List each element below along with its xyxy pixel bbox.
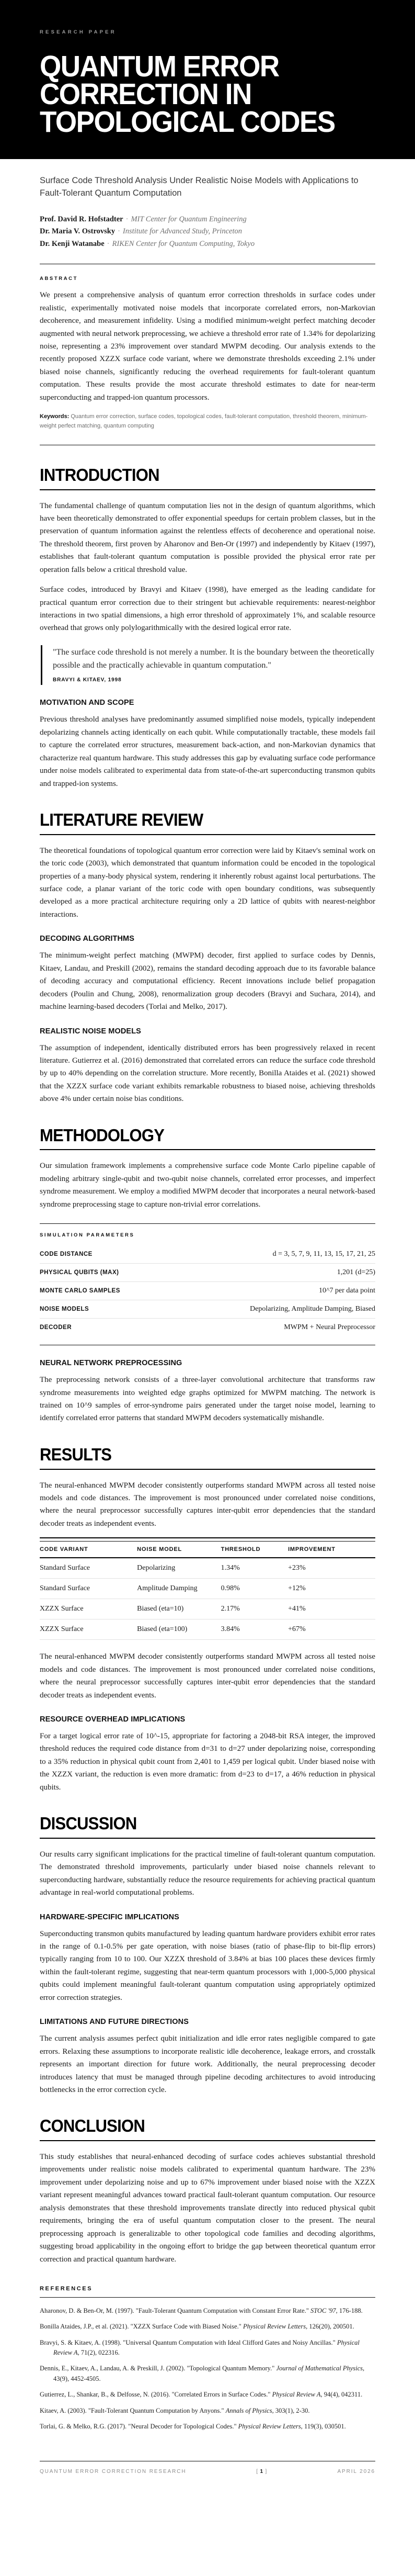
sections-container <box>0 466 415 2266</box>
reference-text-pre: Aharonov, D. & Ben-Or, M. (1997). "Fault-Tolerant Quantum Computation with Constant Error Rate." <box>40 2307 311 2314</box>
table-row <box>40 1245 375 1264</box>
param-key: NOISE MODELS <box>40 1300 198 1319</box>
section-rule <box>40 834 375 835</box>
author-name: Dr. Maria V. Ostrovsky <box>40 227 116 236</box>
section-heading: DISCUSSION <box>40 1814 137 1833</box>
column-header: NOISE MODEL <box>137 1542 221 1558</box>
section-heading: LITERATURE REVIEW <box>40 810 203 830</box>
references-list <box>40 2306 375 2432</box>
paper-meta <box>0 159 415 264</box>
paper-masthead <box>0 0 415 159</box>
author-name: Prof. David R. Hofstadter <box>40 215 123 223</box>
page-number: 1 <box>260 2469 264 2475</box>
body-paragraph: Our simulation framework implements a comprehensive surface code Monte Carlo pipeline capable of modeling arbitrary single-qubit and two-qubit noise channels, correlated error processes, and imperfect syndrome measurement. We employ a modified MWPM decoder that incorporates a neural network-based syndrome preprocessing stage to capture non-trivial error correlations. <box>40 1162 375 1209</box>
subsection-heading: MOTIVATION AND SCOPE <box>40 699 134 707</box>
footer-row <box>40 2469 375 2474</box>
subsection-heading: RESOURCE OVERHEAD IMPLICATIONS <box>40 1715 186 1724</box>
section-heading: INTRODUCTION <box>40 465 159 485</box>
table-cell: XZZX Surface <box>40 1619 137 1640</box>
reference-text-post: , 43(9), 4452-4505. <box>53 2365 365 2382</box>
table-row <box>40 1300 375 1319</box>
params-label: SIMULATION PARAMETERS <box>40 1232 135 1239</box>
page-title: QUANTUM ERROR CORRECTION IN TOPOLOGICAL CODES <box>40 50 335 139</box>
body-paragraph: Previous threshold analyses have predominantly assumed simplified noise models, typically independent depolarizing channels acting identically on each qubit. While computationally tractable, these models fail to capture the correlated error structures, measurement back-action, and non-Markovian dynamics that characterize real quantum hardware. This study addresses this gap by evaluating surface code performance under noise models calibrated to experimental data from state-of-the-art superconducting transmon qubits and trapped-ion systems. <box>40 715 375 788</box>
footer-left-text: QUANTUM ERROR CORRECTION RESEARCH <box>40 2469 187 2475</box>
section-results <box>0 1446 415 1794</box>
body-paragraph: For a target logical error rate of 10^-15, appropriate for factoring a 2048-bit RSA integer, the improved threshold reduces the required code distance from d=31 to d=27 under depolarizing noise, corresponding to a 35% reduction in physical qubit count from 2,401 to 1,459 per logical qubit. Under biased noise with the XZZX variant, the reduction is even more dramatic: from d=23 to d=17, a 46% reduction in physical qubits. <box>40 1732 375 1792</box>
page-bracket-close: ] <box>265 2469 268 2475</box>
table-row <box>40 1558 375 1579</box>
author-affiliation: RIKEN Center for Quantum Computing, Tokyo <box>112 239 255 248</box>
pull-quote-citation: BRAVYI & KITAEV, 1998 <box>53 677 122 683</box>
param-value: Depolarizing, Amplitude Damping, Biased <box>198 1300 375 1319</box>
reference-text-pre: Kitaev, A. (2003). "Fault-Tolerant Quantum Computation by Anyons." <box>40 2406 226 2414</box>
author-affiliation: Institute for Advanced Study, Princeton <box>122 227 242 236</box>
reference-text-post: , 94(4), 042311. <box>320 2391 363 2399</box>
section-heading: RESULTS <box>40 1444 112 1464</box>
column-header: CODE VARIANT <box>40 1542 137 1558</box>
param-value: 1,201 (d=25) <box>198 1264 375 1282</box>
subsection-heading: DECODING ALGORITHMS <box>40 935 134 943</box>
abstract-label: ABSTRACT <box>40 276 78 282</box>
section-literature-review <box>0 811 415 1106</box>
author-separator: · <box>118 227 120 236</box>
reference-journal: STOC '97 <box>310 2307 336 2314</box>
section-conclusion <box>0 2117 415 2266</box>
results-table-block <box>40 1537 375 1640</box>
reference-item <box>40 2338 375 2358</box>
body-paragraph: The minimum-weight perfect matching (MWPM) decoder, first applied to surface codes by Dennis, Kitaev, Landau, and Preskill (2002), remains the standard decoding approach due to its favorable balance of decoding accuracy and computational efficiency. Recent innovations include belief propagation decoders (Poulin and Chung, 2008), renormalization group decoders (Bravyi and Suchara, 2014), and machine learning-based decoders (Torlai and Melko, 2017). <box>40 951 375 1011</box>
pull-quote <box>41 645 375 685</box>
section-rule <box>40 2140 375 2141</box>
params-table <box>40 1245 375 1336</box>
table-cell: +12% <box>288 1579 375 1599</box>
table-cell: Biased (eta=100) <box>137 1619 221 1640</box>
reference-journal: Physical Review A <box>272 2391 321 2399</box>
section-rule <box>40 489 375 490</box>
reference-text-pre: Gutierrez, L., Shankar, B., & Delfosse, N. (2016). "Correlated Errors in Surface Codes." <box>40 2391 272 2399</box>
author-entry <box>40 238 375 250</box>
abstract-block <box>0 264 415 445</box>
param-key: DECODER <box>40 1324 72 1331</box>
author-name: Dr. Kenji Watanabe <box>40 239 105 248</box>
reference-journal: Journal of Mathematical Physics <box>276 2365 363 2372</box>
param-value: d = 3, 5, 7, 9, 11, 13, 15, 17, 21, 25 <box>198 1245 375 1264</box>
table-cell: Amplitude Damping <box>137 1579 221 1599</box>
footer-right-text: APRIL 2026 <box>337 2469 375 2475</box>
column-header: IMPROVEMENT <box>288 1542 375 1558</box>
reference-journal: Annals of Physics <box>225 2406 272 2414</box>
body-paragraph: The neural-enhanced MWPM decoder consistently outperforms standard MWPM across all tested noise models and code distances. The improvement is most pronounced under correlated noise conditions, where the neural preprocessor successfully captures inter-qubit error dependencies that the standard decoder treats as independent events. <box>40 1481 375 1528</box>
reference-text-pre: Dennis, E., Kitaev, A., Landau, A. & Preskill, J. (2002). "Topological Quantum Memory." <box>40 2365 276 2372</box>
keywords-line <box>40 412 375 431</box>
table-cell: 1.34% <box>221 1558 288 1579</box>
table-cell: 0.98% <box>221 1579 288 1599</box>
body-paragraph: Surface codes, introduced by Bravyi and Kitaev (1998), have emerged as the leading candidate for practical quantum error correction due to their stringent but achievable requirements: nearest-neighbor interactions in two spatial dimensions, a high error threshold of approximately 1%, and scalable resource overhead that grows only polylogarithmically with the desired logical error rate. <box>40 586 375 633</box>
table-cell: Standard Surface <box>40 1579 137 1599</box>
reference-text-post: , 126(20), 200501. <box>306 2323 354 2331</box>
section-rule <box>40 1149 375 1150</box>
table-header-row <box>40 1542 375 1558</box>
reference-item <box>40 2322 375 2332</box>
author-entry <box>40 226 375 238</box>
body-paragraph: This study establishes that neural-enhanced decoding of surface codes achieves substantial threshold improvements under realistic noise models calibrated to experimental quantum hardware. The 23% improvement under depolarizing noise and up to 67% improvement under biased noise with the XZZX variant represent meaningful advances toward practical fault-tolerant quantum computation. Our resource analysis demonstrates that these threshold improvements translate directly into reduced physical qubit requirements, bringing the era of useful quantum computation closer to the present. The neural preprocessing approach is generalizable to other topological code families and decoding algorithms, suggesting broad applicability in the ongoing effort to bridge the gap between theoretical quantum error correction and practical quantum hardware. <box>40 2153 375 2264</box>
reference-journal: Physical Review Letters <box>238 2422 301 2430</box>
table-row <box>40 1282 375 1300</box>
paper-subtitle: Surface Code Threshold Analysis Under Realistic Noise Models with Applications to Fault-Tolerant Quantum Computation <box>40 176 359 198</box>
table-cell: +67% <box>288 1619 375 1640</box>
table-cell: XZZX Surface <box>40 1599 137 1619</box>
param-key: CODE DISTANCE <box>40 1245 198 1264</box>
table-cell: +23% <box>288 1558 375 1579</box>
section-methodology <box>0 1127 415 1425</box>
param-key: PHYSICAL QUBITS (MAX) <box>40 1264 198 1282</box>
results-top-rule <box>40 1537 375 1538</box>
table-cell: Depolarizing <box>137 1558 221 1579</box>
table-cell: Standard Surface <box>40 1558 137 1579</box>
params-top-rule <box>40 1223 375 1224</box>
subsection-heading: LIMITATIONS AND FUTURE DIRECTIONS <box>40 2018 189 2027</box>
body-paragraph: The fundamental challenge of quantum computation lies not in the design of quantum algorithms, which have been theoretically demonstrated to offer exponential speedups for certain problem classes, but in the preservation of quantum information against the relentless effects of decoherence and operational noise. The threshold theorem, first proven by Aharonov and Ben-Or (1997) and independently by Kitaev (1997), establishes that fault-tolerant quantum computation is possible provided the physical error rate per operation falls below a critical threshold value. <box>40 501 375 574</box>
footer-page-indicator <box>256 2469 267 2474</box>
section-introduction <box>0 466 415 790</box>
table-row <box>40 1599 375 1619</box>
page-bracket-open: [ <box>256 2469 259 2475</box>
subsection-heading: REALISTIC NOISE MODELS <box>40 1027 141 1036</box>
body-paragraph: The current analysis assumes perfect qubit initialization and idle error rates negligible compared to gate errors. Relaxing these assumptions to incorporate realistic idle decoherence, leakage errors, and crosstalk represents an important direction for future work. Additionally, the neural preprocessing decoder introduces latency that must be managed through pipeline decoding architectures to avoid introducing bottlenecks in the error correction cycle. <box>40 2034 375 2094</box>
author-affiliation: MIT Center for Quantum Engineering <box>131 215 247 223</box>
section-discussion <box>0 1815 415 2096</box>
document-kicker: RESEARCH PAPER <box>40 29 117 35</box>
results-table <box>40 1541 375 1640</box>
column-header: THRESHOLD <box>221 1542 288 1558</box>
table-cell: +41% <box>288 1599 375 1619</box>
references-divider <box>40 2297 375 2298</box>
table-cell: Biased (eta=10) <box>137 1599 221 1619</box>
body-paragraph: Our results carry significant implications for the practical timeline of fault-tolerant quantum computation. The demonstrated threshold improvements, particularly under biased noise channels relevant to superconducting hardware, substantially reduce the resource requirements for achieving practical quantum advantage in real-world computational problems. <box>40 1850 375 1897</box>
reference-text-pre: Bonilla Ataides, J.P., et al. (2021). "XZZX Surface Code with Biased Noise." <box>40 2323 243 2331</box>
author-separator: · <box>125 215 129 223</box>
subsection-heading: NEURAL NETWORK PREPROCESSING <box>40 1359 182 1368</box>
keywords-label: Keywords: <box>40 413 70 420</box>
table-row <box>40 1619 375 1640</box>
page-footer <box>0 2461 415 2506</box>
author-entry <box>40 213 375 226</box>
param-value: 10^7 per data point <box>198 1282 375 1300</box>
reference-text-post: , 176-188. <box>336 2307 363 2314</box>
reference-text-pre: Bravyi, S. & Kitaev, A. (1998). "Universal Quantum Computation with Ideal Clifford Gates and Noisy Ancillas." <box>40 2338 337 2346</box>
abstract-text: We present a comprehensive analysis of quantum error correction thresholds in surface codes under realistic, experimentally motivated noise models that incorporate correlated errors, non-Markovian decoherence, and measurement infidelity. Using a modified minimum-weight perfect matching decoder augmented with neural network preprocessing, we achieve a threshold error rate of 1.34% for depolarizing noise, representing a 23% improvement over standard MWPM decoding. Our analysis extends to the recently proposed XZZX surface code variant, where we demonstrate thresholds exceeding 2.1% under biased noise channels, significantly reducing the overhead requirements for fault-tolerant quantum computation. These results provide the most accurate threshold estimates to date for near-term superconducting and trapped-ion quantum processors. <box>40 291 375 402</box>
table-row <box>40 1579 375 1599</box>
table-row <box>40 1319 375 1337</box>
references-block <box>0 2286 415 2432</box>
reference-text-pre: Torlai, G. & Melko, R.G. (2017). "Neural Decoder for Topological Codes." <box>40 2422 238 2430</box>
reference-item <box>40 2364 375 2384</box>
section-rule <box>40 1469 375 1470</box>
body-paragraph: Superconducting transmon qubits manufactured by leading quantum hardware providers exhibit error rates in the range of 0.1-0.5% per gate operation, with noise biases (ratio of phase-flip to bit-flip errors) typically ranging from 10 to 100. Our XZZX threshold of 3.84% at bias 100 places these devices firmly within the fault-tolerant regime, suggesting that near-term quantum processors with 1,000-5,000 physical qubits could implement meaningful fault-tolerant quantum computation using appropriately optimized error correction strategies. <box>40 1929 375 2002</box>
body-paragraph: The assumption of independent, identically distributed errors has been progressively relaxed in recent literature. Gutierrez et al. (2016) demonstrated that correlated errors can reduce the surface code threshold by up to 40% depending on the correlation structure. More recently, Bonilla Ataides et al. (2021) showed that the XZZX surface code variant exhibits remarkable robustness to biased noise, achieving thresholds above 4% under certain noise bias conditions. <box>40 1043 375 1104</box>
reference-journal: Physical Review A <box>53 2338 360 2357</box>
keywords-text: Quantum error correction, surface codes, topological codes, fault-tolerant computation, threshold theorem, minimum-weight perfect matching, quantum computing <box>40 413 368 430</box>
param-value: MWPM + Neural Preprocessor <box>284 1323 375 1332</box>
section-heading: CONCLUSION <box>40 2116 145 2136</box>
table-cell: 3.84% <box>221 1619 288 1640</box>
reference-item <box>40 2422 375 2432</box>
section-heading: METHODOLOGY <box>40 1125 165 1145</box>
reference-text-post: , 119(3), 030501. <box>301 2422 346 2430</box>
table-row <box>40 1264 375 1282</box>
subsection-heading: HARDWARE-SPECIFIC IMPLICATIONS <box>40 1913 179 1921</box>
references-heading: REFERENCES <box>40 2285 93 2292</box>
simulation-parameters-block <box>40 1223 375 1345</box>
author-separator: · <box>107 239 110 248</box>
reference-text-post: , 303(1), 2-30. <box>272 2406 310 2414</box>
pull-quote-text: "The surface code threshold is not merely a number. It is the boundary between the theoretically possible and the practically achievable in quantum computation." <box>53 647 375 670</box>
reference-item <box>40 2390 375 2400</box>
reference-journal: Physical Review Letters <box>243 2323 306 2331</box>
table-cell: 2.17% <box>221 1599 288 1619</box>
author-list <box>40 213 375 250</box>
reference-item <box>40 2406 375 2416</box>
body-paragraph: The theoretical foundations of topological quantum error correction were laid by Kitaev's seminal work on the toric code (2003), which demonstrated that quantum information could be encoded in the topological properties of a many-body physical system, rendering it inherently robust against local perturbations. The surface code, a planar variant of the toric code with open boundary conditions, was subsequently developed as a more practical architecture requiring only a 2D lattice of qubits with nearest-neighbor interactions. <box>40 846 375 919</box>
section-rule <box>40 1838 375 1839</box>
reference-text-post: , 71(2), 022316. <box>77 2349 120 2357</box>
body-paragraph: The neural-enhanced MWPM decoder consistently outperforms standard MWPM across all tested noise models and code distances. The improvement is most pronounced under correlated noise conditions, where the neural preprocessor successfully captures inter-qubit error dependencies that the standard decoder treats as independent events. <box>40 1652 375 1700</box>
body-paragraph: The preprocessing network consists of a three-layer convolutional architecture that transforms raw syndrome measurements into weighted edge graphs optimized for MWPM matching. The network is trained on 10^9 samples of error-syndrome pairs generated under the target noise model, learning to identify correlated error patterns that standard MWPM decoders systematically mishandle. <box>40 1376 375 1423</box>
reference-item <box>40 2306 375 2316</box>
param-key: MONTE CARLO SAMPLES <box>40 1282 198 1300</box>
